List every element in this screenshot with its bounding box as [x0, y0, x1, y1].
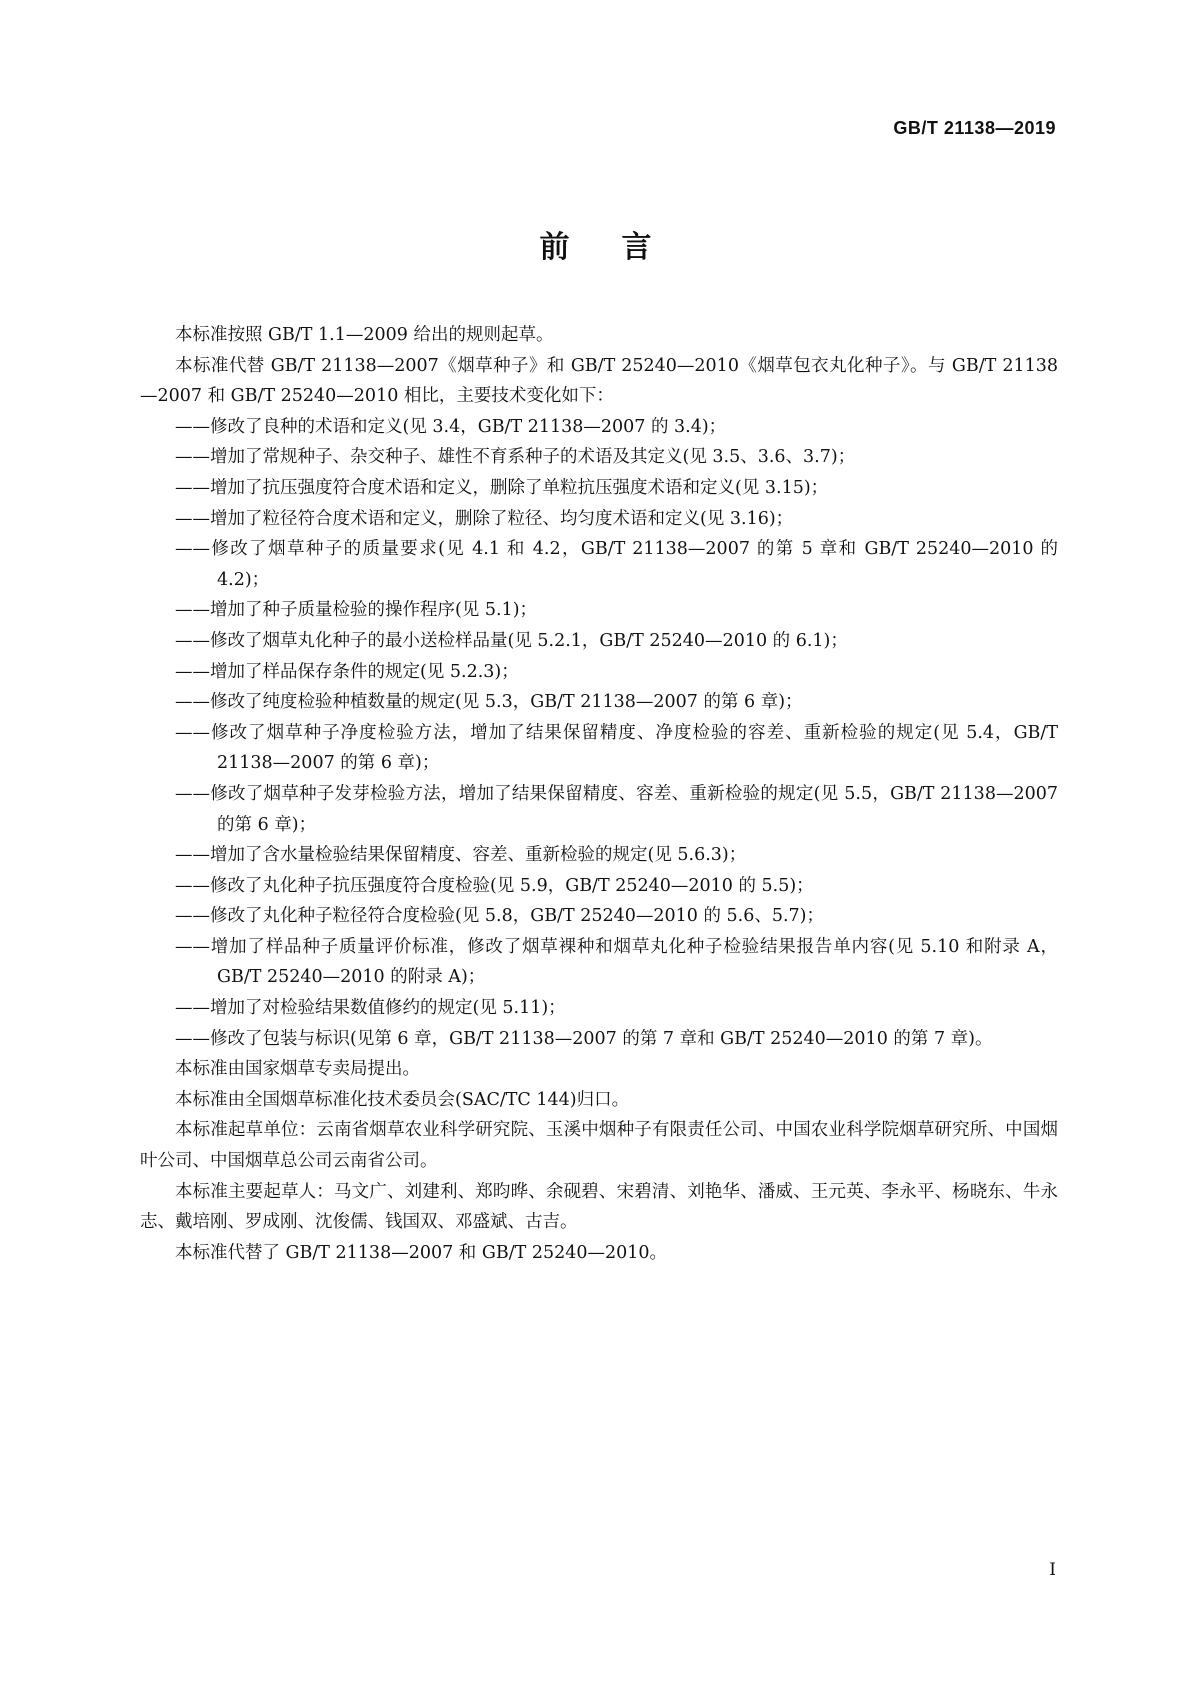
change-item: ——增加了样品保存条件的规定(见 5.2.3)；	[175, 661, 519, 682]
change-item: ——修改了丸化种子抗压强度符合度检验(见 5.9，GB/T 25240—2010 的 5.5)；	[175, 875, 814, 896]
paragraph: 本标准代替了 GB/T 21138—2007 和 GB/T 25240—2010。	[175, 1242, 668, 1263]
paragraph: 本标准按照 GB/T 1.1—2009 给出的规则起草。	[175, 325, 554, 345]
change-item: ——修改了丸化种子粒径符合度检验(见 5.8，GB/T 25240—2010 的 5.6、5.7)；	[175, 906, 825, 927]
change-item: ——增加了含水量检验结果保留精度、容差、重新检验的规定(见 5.6.3)；	[175, 845, 747, 866]
paragraph: 本标准起草单位：云南省烟草农业科学研究院、玉溪中烟种子有限责任公司、中国农业科学院烟草研究所、中国烟叶公司、中国烟草总公司云南省公司。	[140, 1120, 1058, 1172]
change-item: ——修改了烟草丸化种子的最小送检样品量(见 5.2.1，GB/T 25240—2010 的 6.1)；	[175, 630, 848, 651]
paragraph: 本标准代替 GB/T 21138—2007《烟草种子》和 GB/T 25240—2010《烟草包衣丸化种子》。与 GB/T 21138—2007 和 GB/T 25240—2010 相比，主要技术变化如下：	[140, 355, 1058, 407]
paragraph: 本标准由国家烟草专卖局提出。	[175, 1059, 420, 1080]
change-item: ——修改了良种的术语和定义(见 3.4，GB/T 21138—2007 的 3.4)；	[175, 416, 727, 437]
change-item: ——增加了粒径符合度术语和定义，删除了粒径、均匀度术语和定义(见 3.16)；	[175, 508, 794, 529]
change-item: ——增加了对检验结果数值修约的规定(见 5.11)；	[175, 998, 566, 1019]
page-number: I	[1049, 1560, 1056, 1580]
change-item: ——增加了常规种子、杂交种子、雄性不育系种子的术语及其定义(见 3.5、3.6、3.7)；	[175, 447, 856, 468]
change-item: ——修改了包装与标识(见第 6 章，GB/T 21138—2007 的第 7 章和 GB/T 25240—2010 的第 7 章)。	[175, 1028, 993, 1049]
paragraph: 本标准由全国烟草标准化技术委员会(SAC/TC 144)归口。	[175, 1089, 630, 1110]
standard-number: GB/T 21138—2019	[893, 118, 1056, 138]
change-item: ——修改了纯度检验种植数量的规定(见 5.3，GB/T 21138—2007 的第 6 章)；	[175, 692, 803, 713]
change-item: ——增加了抗压强度符合度术语和定义，删除了单粒抗压强度术语和定义(见 3.15)；	[175, 477, 829, 498]
page-title: 前言	[539, 230, 704, 265]
change-item: ——增加了种子质量检验的操作程序(见 5.1)；	[175, 600, 538, 621]
change-item: ——修改了烟草种子的质量要求(见 4.1 和 4.2，GB/T 21138—2007 的第 5 章和 GB/T 25240—2010 的 4.2)；	[175, 539, 1058, 590]
paragraph: 本标准主要起草人：马文广、刘建利、郑昀晔、余砚碧、宋碧清、刘艳华、潘威、王元英、李永平、杨晓东、牛永志、戴培刚、罗成刚、沈俊儒、钱国双、邓盛斌、古吉。	[140, 1181, 1058, 1233]
change-item: ——修改了烟草种子净度检验方法，增加了结果保留精度、净度检验的容差、重新检验的规定(见 5.4，GB/T 21138—2007 的第 6 章)；	[175, 722, 1058, 774]
change-item: ——修改了烟草种子发芽检验方法，增加了结果保留精度、容差、重新检验的规定(见 5.5，GB/T 21138—2007 的第 6 章)；	[175, 783, 1058, 835]
document-body	[140, 320, 1058, 1268]
change-item: ——增加了样品种子质量评价标准，修改了烟草裸种和烟草丸化种子检验结果报告单内容(见 5.10 和附录 A，GB/T 25240—2010 的附录 A)；	[175, 936, 1058, 988]
